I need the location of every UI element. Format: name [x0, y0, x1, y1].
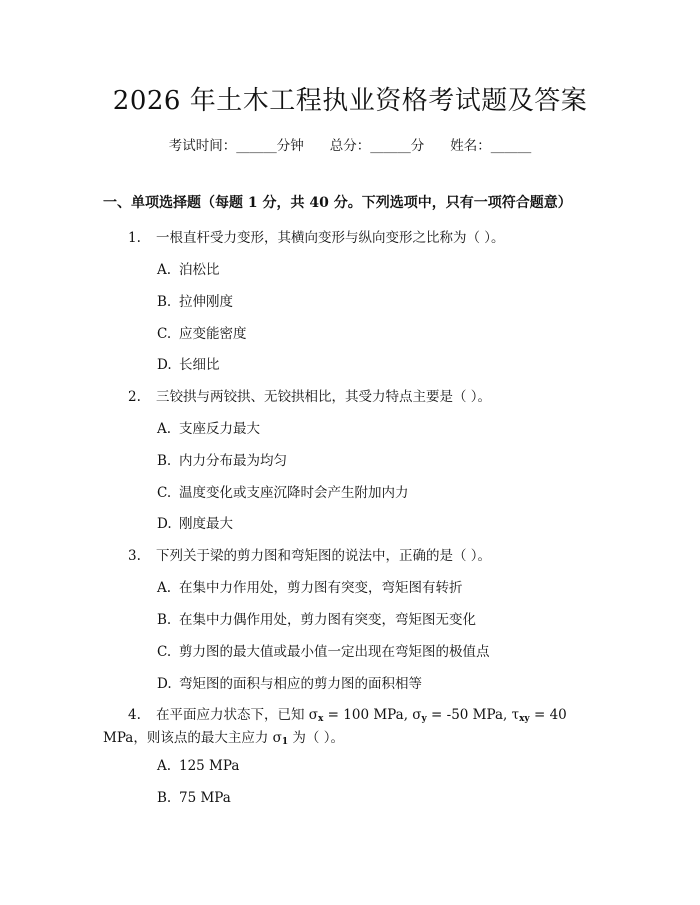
score-field: 总分：______分	[329, 138, 425, 154]
option-2d: D. 刚度最大	[157, 516, 233, 532]
name-field: 姓名：______	[450, 138, 532, 154]
question-text: 下列关于梁的剪力图和弯矩图的说法中，正确的是（ ）。	[156, 548, 492, 564]
option-1a: A. 泊松比	[157, 262, 220, 278]
option-1b: B. 拉伸刚度	[157, 294, 233, 310]
question-text: 一根直杆受力变形，其横向变形与纵向变形之比称为（ ）。	[156, 230, 505, 246]
question-2	[128, 385, 491, 405]
question-1	[128, 226, 505, 246]
option-1d: D. 长细比	[157, 357, 220, 373]
option-1c: C. 应变能密度	[157, 326, 247, 342]
time-field: 考试时间：______分钟	[168, 138, 304, 154]
question-3	[128, 544, 491, 564]
exam-title: 2026 年土木工程执业资格考试题及答案	[112, 86, 588, 116]
question-number: 2.	[128, 389, 141, 405]
option-3c: C. 剪力图的最大值或最小值一定出现在弯矩图的极值点	[157, 644, 490, 660]
option-3a: A. 在集中力作用处，剪力图有突变，弯矩图有转折	[157, 580, 463, 596]
option-3b: B. 在集中力偶作用处，剪力图有突变，弯矩图无变化	[157, 612, 476, 628]
option-4a: A. 125 MPa	[157, 758, 240, 774]
option-3d: D. 弯矩图的面积与相应的剪力图的面积相等	[157, 676, 422, 692]
question-number: 4.	[128, 707, 141, 723]
question-number: 1.	[128, 230, 141, 246]
option-2b: B. 内力分布最为均匀	[157, 453, 287, 469]
question-4: 4. 在平面应力状态下，已知 $\sigma_x = 100$ MPa, $\sigma_y = -50$ MPa, $\tau_{xy} = 40$	[128, 707, 567, 724]
option-2a: A. 支座反力最大	[157, 421, 260, 437]
option-2c: C. 温度变化或支座沉降时会产生附加内力	[157, 485, 409, 501]
exam-meta	[0, 134, 700, 154]
option-4b: B. 75 MPa	[157, 790, 231, 806]
question-4-continued: MPa，则该点的最大主应力 $\sigma_1$ 为（ ）。	[103, 730, 344, 747]
question-number: 3.	[128, 548, 141, 564]
question-text: 三铰拱与两铰拱、无铰拱相比，其受力特点主要是（ ）。	[156, 389, 492, 405]
section-heading: 一、单项选择题（每题 1 分，共 40 分。下列选项中，只有一项符合题意）	[103, 195, 572, 211]
